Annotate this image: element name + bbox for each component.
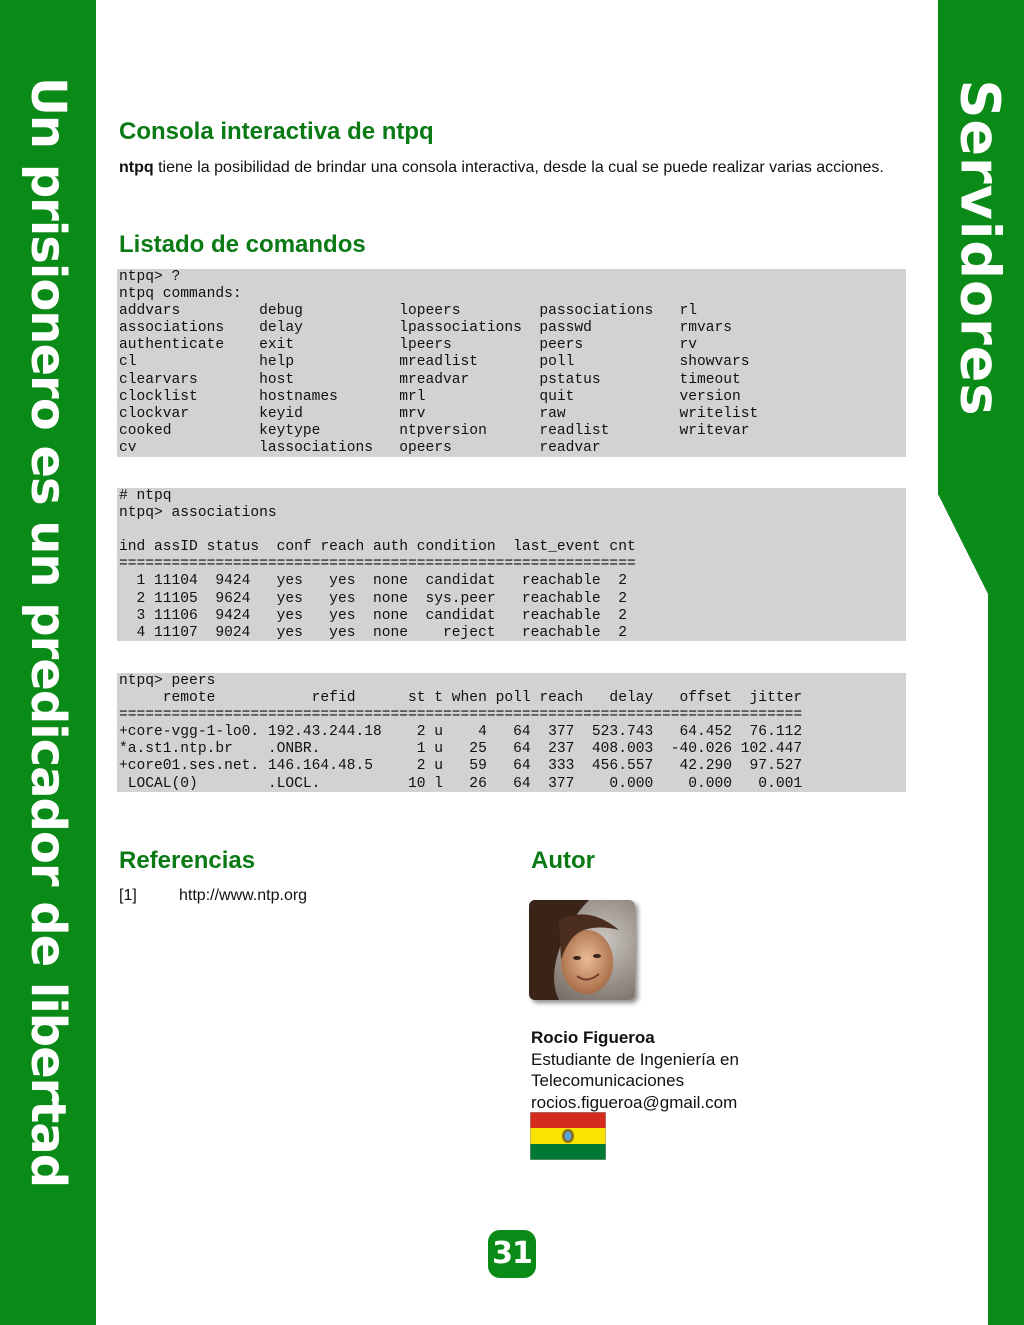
code-block-peers: ntpq> peers remote refid st t when poll reach delay offset jitter ============================================================================== +core-vgg-1-lo0. 192.43.244.18 2 u 4 64 377 523.743 64.452 76.112 *a.st1.ntp.br .ONBR. 1 u 25 64 237 408.003 -40.026 102.447 +core01.ses.net. 146.164.48.5 2 u 59 64 333 456.557 42.290 97.527 LOCAL(0) .LOCL. 10 l 26 64 377 0.000 0.000 0.001 <box>117 673 906 792</box>
console-paragraph-text: tiene la posibilidad de brindar una consola interactiva, desde la cual se puede realizar varias acciones. <box>153 159 884 176</box>
author-name: Rocio Figueroa <box>531 1028 655 1047</box>
right-sidebar-title: Servidores <box>948 79 1012 417</box>
author-heading: Autor <box>531 847 595 874</box>
left-sidebar-band <box>0 0 96 1325</box>
author-photo <box>529 900 635 1000</box>
console-heading: Consola interactiva de ntpq <box>119 118 434 145</box>
commands-heading: Listado de comandos <box>119 231 366 258</box>
author-role-line2: Telecomunicaciones <box>531 1071 685 1090</box>
page-number-badge: 31 <box>488 1230 536 1278</box>
author-email[interactable]: rocios.figueroa@gmail.com <box>531 1092 738 1112</box>
reference-number: [1] <box>119 887 137 904</box>
ntpq-term: ntpq <box>119 159 154 176</box>
right-sidebar-wedge <box>938 494 1024 594</box>
bolivia-flag-icon <box>530 1112 606 1160</box>
code-block-commands: ntpq> ? ntpq commands: addvars debug lopeers passociations rl associations delay lpassociations passwd rmvars authenticate exit lpeers peers rv cl help mreadlist poll showvars clearvars host mreadvar pstatus timeout clocklist hostnames mrl quit version clockvar keyid mrv raw writelist cooked keytype ntpversion readlist writevar cv lassociations opeers readvar <box>117 269 906 457</box>
author-role-line1: Estudiante de Ingeniería en <box>531 1049 739 1069</box>
right-sidebar-strip <box>988 592 1024 1325</box>
reference-link[interactable]: http://www.ntp.org <box>179 887 308 904</box>
author-info <box>531 1027 739 1113</box>
console-paragraph <box>119 157 905 178</box>
left-sidebar-title: Un prisionero es un predicador de libertad <box>20 76 76 1188</box>
code-block-associations: # ntpq ntpq> associations ind assID status conf reach auth condition last_event cnt =========================================================== 1 11104 9424 yes yes none candidat reachable 2 2 11105 9624 yes yes none sys.peer reachable 2 3 11106 9424 yes yes none candidat reachable 2 4 11107 9024 yes yes none reject reachable 2 <box>117 488 906 641</box>
references-heading: Referencias <box>119 847 256 874</box>
author-photo-image <box>529 900 635 1000</box>
